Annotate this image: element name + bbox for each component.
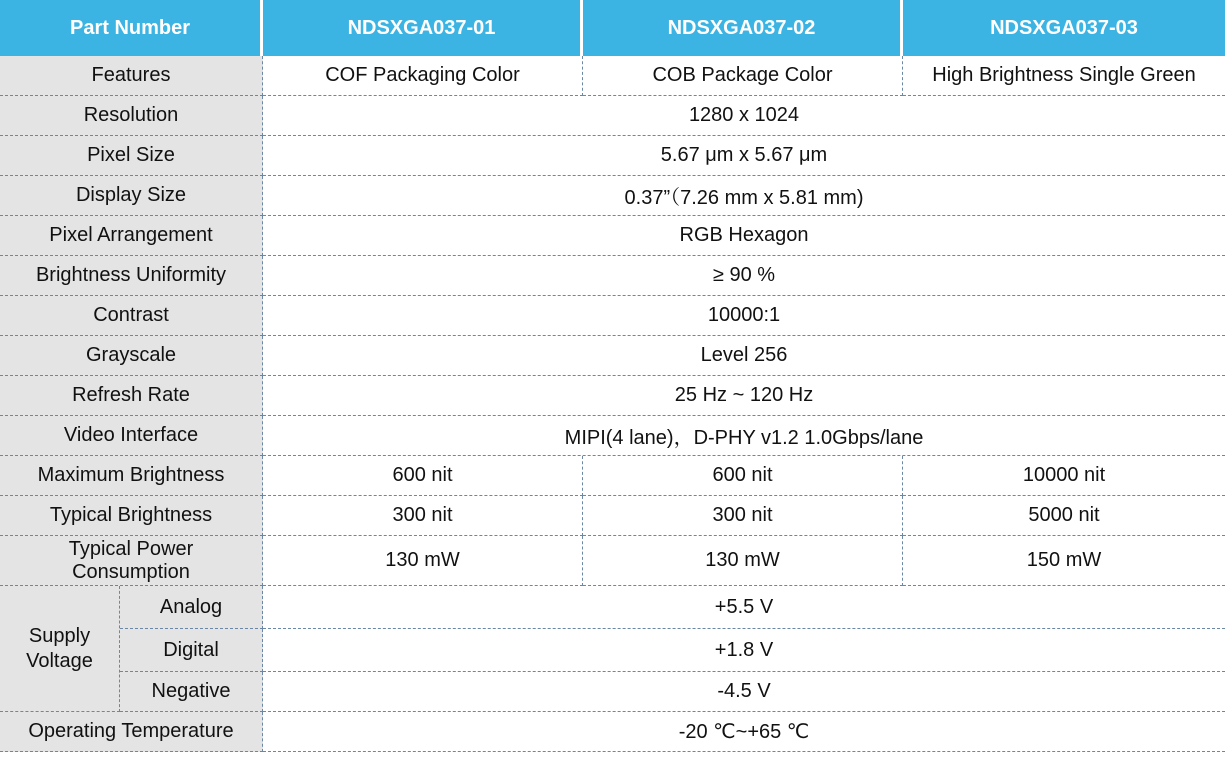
row-pixel-arrangement (0, 216, 1225, 256)
value-pixel-arrangement: RGB Hexagon (263, 216, 1225, 256)
value-max-brightness-02: 600 nit (583, 456, 903, 496)
value-features-01: COF Packaging Color (263, 56, 583, 96)
row-grayscale (0, 336, 1225, 376)
header-part-01: NDSXGA037-01 (263, 0, 583, 56)
row-typ-brightness (0, 496, 1225, 536)
label-contrast: Contrast (0, 296, 263, 336)
value-brightness-uniformity: ≥ 90 % (263, 256, 1225, 296)
value-features-02: COB Package Color (583, 56, 903, 96)
header-part-03: NDSXGA037-03 (903, 0, 1225, 56)
label-typ-power-line1: Typical Power (68, 537, 194, 560)
label-pixel-arrangement: Pixel Arrangement (0, 216, 263, 256)
value-typ-power-02: 130 mW (583, 536, 903, 586)
value-features-03: High Brightness Single Green (903, 56, 1225, 96)
header-row (0, 0, 1225, 56)
label-supply-digital: Digital (120, 629, 263, 672)
label-supply-voltage (0, 586, 120, 712)
value-contrast: 10000:1 (263, 296, 1225, 336)
label-display-size: Display Size (0, 176, 263, 216)
header-part-number: Part Number (0, 0, 263, 56)
row-video-interface (0, 416, 1225, 456)
value-typ-brightness-02: 300 nit (583, 496, 903, 536)
row-features (0, 56, 1225, 96)
value-supply-analog: +5.5 V (263, 586, 1225, 629)
row-supply-negative (0, 672, 1225, 712)
value-pixel-size: 5.67 μm x 5.67 μm (263, 136, 1225, 176)
value-supply-negative: -4.5 V (263, 672, 1225, 712)
label-features: Features (0, 56, 263, 96)
value-typ-brightness-03: 5000 nit (903, 496, 1225, 536)
row-pixel-size (0, 136, 1225, 176)
value-resolution: 1280 x 1024 (263, 96, 1225, 136)
value-typ-brightness-01: 300 nit (263, 496, 583, 536)
row-supply-analog (0, 586, 1225, 629)
label-video-interface: Video Interface (0, 416, 263, 456)
row-brightness-uniformity (0, 256, 1225, 296)
value-supply-digital: +1.8 V (263, 629, 1225, 672)
label-supply-voltage-line2: Voltage (26, 649, 93, 672)
row-operating-temp (0, 712, 1225, 752)
label-typ-power (0, 536, 263, 586)
value-display-size: 0.37”（7.26 mm x 5.81 mm) (263, 176, 1225, 216)
label-supply-voltage-line1: Supply (28, 624, 91, 647)
label-supply-analog: Analog (120, 586, 263, 629)
label-refresh-rate: Refresh Rate (0, 376, 263, 416)
label-pixel-size: Pixel Size (0, 136, 263, 176)
value-typ-power-01: 130 mW (263, 536, 583, 586)
label-typ-brightness: Typical Brightness (0, 496, 263, 536)
value-typ-power-03: 150 mW (903, 536, 1225, 586)
label-grayscale: Grayscale (0, 336, 263, 376)
row-supply-digital (0, 629, 1225, 672)
row-refresh-rate (0, 376, 1225, 416)
row-resolution (0, 96, 1225, 136)
value-video-interface: MIPI(4 lane)，D-PHY v1.2 1.0Gbps/lane (263, 416, 1225, 456)
row-typ-power (0, 536, 1225, 586)
row-display-size (0, 176, 1225, 216)
label-resolution: Resolution (0, 96, 263, 136)
row-contrast (0, 296, 1225, 336)
row-max-brightness (0, 456, 1225, 496)
label-max-brightness: Maximum Brightness (0, 456, 263, 496)
value-max-brightness-01: 600 nit (263, 456, 583, 496)
label-operating-temp: Operating Temperature (0, 712, 263, 752)
value-grayscale: Level 256 (263, 336, 1225, 376)
value-max-brightness-03: 10000 nit (903, 456, 1225, 496)
label-brightness-uniformity: Brightness Uniformity (0, 256, 263, 296)
label-typ-power-line2: Consumption (72, 560, 190, 583)
header-part-02: NDSXGA037-02 (583, 0, 903, 56)
label-supply-negative: Negative (120, 672, 263, 712)
value-refresh-rate: 25 Hz ~ 120 Hz (263, 376, 1225, 416)
value-operating-temp: -20 ℃~+65 ℃ (263, 712, 1225, 752)
